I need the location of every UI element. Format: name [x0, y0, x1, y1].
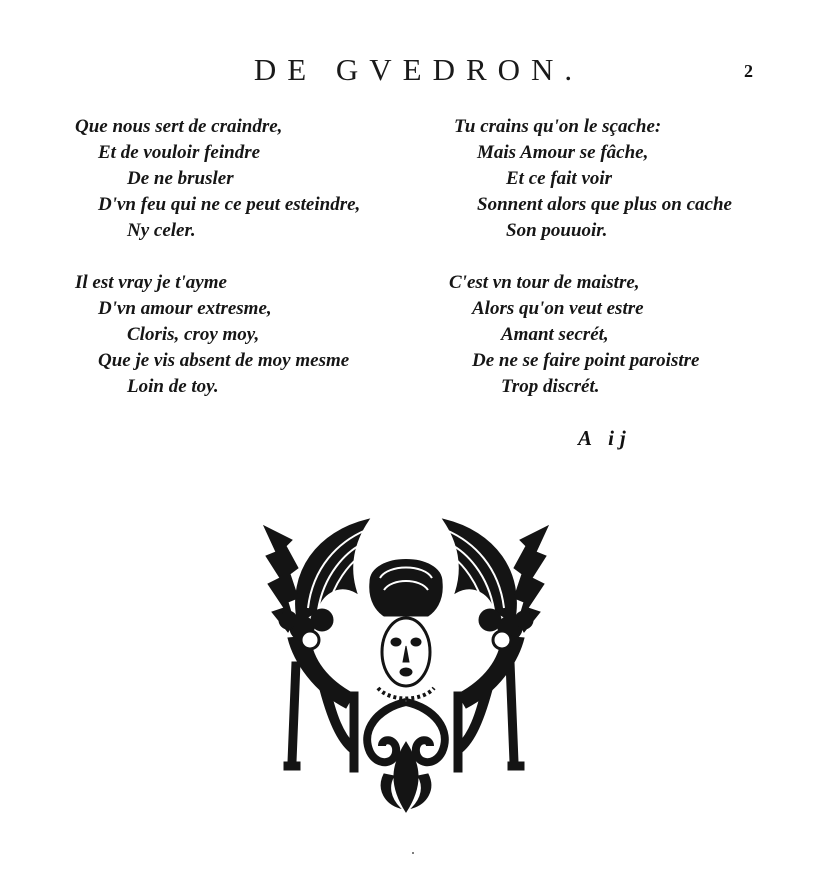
verse-line: Son pouuoir. [506, 220, 608, 241]
verse-line: Loin de toy. [127, 376, 219, 397]
verse-line: Sonnent alors que plus on cache [477, 194, 732, 215]
verse-line: D'vn feu qui ne ce peut esteindre, [98, 194, 361, 215]
signature-mark: A ij [578, 426, 632, 450]
running-head: DE GVEDRON. [253, 52, 584, 87]
verse-line: Alors qu'on veut estre [472, 298, 644, 319]
page-number: 2 [744, 61, 753, 81]
poem-stanza-left-2 [75, 270, 349, 400]
verse-line: Il est vray je t'ayme [75, 272, 227, 293]
verse-line: Et de vouloir feindre [98, 142, 261, 163]
verse-line: Cloris, croy moy, [127, 324, 260, 345]
poem-stanza-right-2 [449, 270, 699, 400]
verse-line: Trop discrét. [501, 376, 600, 397]
paper-speck [412, 852, 414, 854]
poem-stanza-left-1 [75, 114, 360, 244]
verse-line: Mais Amour se fâche, [477, 142, 649, 163]
verse-line: Tu crains qu'on le sçache: [454, 116, 662, 137]
cul-de-lampe-ornament-icon [258, 512, 554, 820]
verse-line: De ne brusler [127, 168, 234, 189]
verse-line: Et ce fait voir [506, 168, 613, 189]
verse-line: Que nous sert de craindre, [75, 116, 283, 137]
poem-stanza-right-1 [454, 114, 732, 244]
verse-line: De ne se faire point paroistre [472, 350, 700, 371]
verse-line: Ny celer. [127, 220, 196, 241]
verse-line: Que je vis absent de moy mesme [98, 350, 350, 371]
verse-line: Amant secrét, [501, 324, 609, 345]
header [0, 52, 837, 88]
verse-line: C'est vn tour de maistre, [449, 272, 640, 293]
verse-line: D'vn amour extresme, [98, 298, 272, 319]
